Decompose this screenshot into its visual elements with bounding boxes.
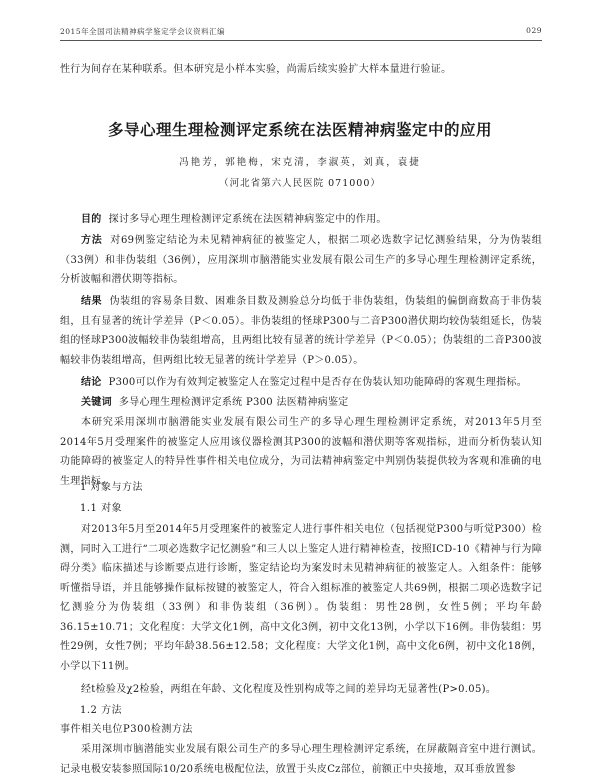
conclusion-text: P300可以作为有效判定被鉴定人在鉴定过程中是否存在伪装认知功能障碍的客观生理指标。 bbox=[108, 377, 527, 388]
page-number: 029 bbox=[526, 26, 542, 35]
author-list: 冯艳芳，郭艳梅，宋克清，李淑英，刘真，袁捷 bbox=[179, 157, 421, 168]
abstract-objective bbox=[60, 210, 542, 230]
stats-paragraph: 经t检验及χ2检验，两组在年龄、文化程度及性别构成等之间的差异均无显著性(P>0.05)。 bbox=[81, 684, 497, 695]
conclusion-label: 结论 bbox=[81, 377, 102, 388]
results-text: 伪装组的容易条目数、困难条目数及测验总分均低于非伪装组，伪装组的偏倒商数高于非伪装组，且有显著的统计学差异（P＜0.05）。非伪装组的怪球P300与二音P300潜伏期均较伪装组延长，伪装组的怪球P300波幅较非伪装组增高，且两组比较有显著的统计学差异（P＜0.05）；伪装组的二音P300波幅较非伪装组增高，但两组比较无显著的统计学差异（P＞0.05）。 bbox=[60, 296, 542, 366]
subsection-heading: 1.2 方法 bbox=[80, 705, 123, 716]
keywords-text: 多导心理生理检测评定系统 P300 法医精神病鉴定 bbox=[118, 397, 349, 408]
objective-text: 探讨多导心理生理检测评定系统在法医精神病鉴定中的作用。 bbox=[108, 214, 387, 225]
article-title: 多导心理生理检测评定系统在法医精神病鉴定中的应用 bbox=[107, 121, 492, 139]
header-rule bbox=[60, 40, 542, 41]
keywords-label: 关键词 bbox=[81, 397, 112, 408]
section-heading: 1 对象与方法 bbox=[80, 482, 144, 493]
previous-article-tail: 性行为间存在某种联系。但本研究是小样本实验，尚需后续实验扩大样本量进行验证。 bbox=[60, 64, 452, 75]
results-label: 结果 bbox=[81, 296, 103, 307]
abstract-methods bbox=[60, 231, 542, 290]
abstract-results bbox=[60, 292, 542, 370]
method-subheading: 事件相关电位P300检测方法 bbox=[60, 724, 193, 735]
subsection-heading: 1.1 对象 bbox=[80, 503, 123, 514]
objective-label: 目的 bbox=[81, 214, 102, 225]
methods-text: 对69例鉴定结论为未见精神病征的被鉴定人，根据二项必选数字记忆测验结果，分为伪装组（33例）和非伪装组（36例），应用深圳市脑潜能实业发展有限公司生产的多导心理生理检测评定系统，分析波幅和潜伏期等指标。 bbox=[60, 235, 543, 285]
keywords bbox=[60, 393, 542, 413]
abstract-conclusion bbox=[60, 373, 542, 393]
affiliation: （河北省第六人民医院 071000） bbox=[219, 178, 381, 189]
method-paragraph: 采用深圳市脑潜能实业发展有限公司生产的多导心理生理检测评定系统，在屏蔽隔音室中进行测试。记录电极安装参照国际10/20系统电极配位法，放置于头皮Cz部位，前额正中央接地，双耳垂放置参 bbox=[60, 744, 542, 775]
running-header bbox=[60, 26, 542, 38]
subjects-paragraph: 对2013年5月至2014年5月受理案件的被鉴定人进行事件相关电位（包括视觉P300与听觉P300）检测，同时入工进行“二项必选数字记忆测验”和三人以上鉴定人进行精神检查，按照ICD-10《精神与行为障碍分类》临床描述与诊断要点进行诊断，鉴定结论均为案发时未见精神病征的被鉴定人。入组条件：能够听懂指导语，并且能够操作鼠标按键的被鉴定人，符合入组标准的被鉴定人共69例，根据二项必选数字记忆测验分为伪装组（33例）和非伪装组（36例）。伪装组：男性28例，女性5例；平均年龄36.15±10.71；文化程度：大学文化1例，高中文化3例，初中文化13例，小学以下16例。非伪装组：男性29例，女性7例；平均年龄38.56±12.58；文化程度：大学文化1例，高中文化6例，初中文化18例，小学以下11例。 bbox=[60, 524, 542, 672]
methods-label: 方法 bbox=[81, 235, 103, 246]
journal-name: 2015年全国司法精神病学鉴定学会议资料汇编 bbox=[60, 27, 226, 36]
intro-paragraph: 本研究采用深圳市脑潜能实业发展有限公司生产的多导心理生理检测评定系统，对2013年5月至2014年5月受理案件的被鉴定人应用该仪器检测其P300的波幅和潜伏期等客观指标，进而分析伪装认知功能障碍的被鉴定人的特异性事件相关电位成分，为司法精神病鉴定中判别伪装提供较为客观和准确的电生理指标。 bbox=[60, 417, 542, 487]
